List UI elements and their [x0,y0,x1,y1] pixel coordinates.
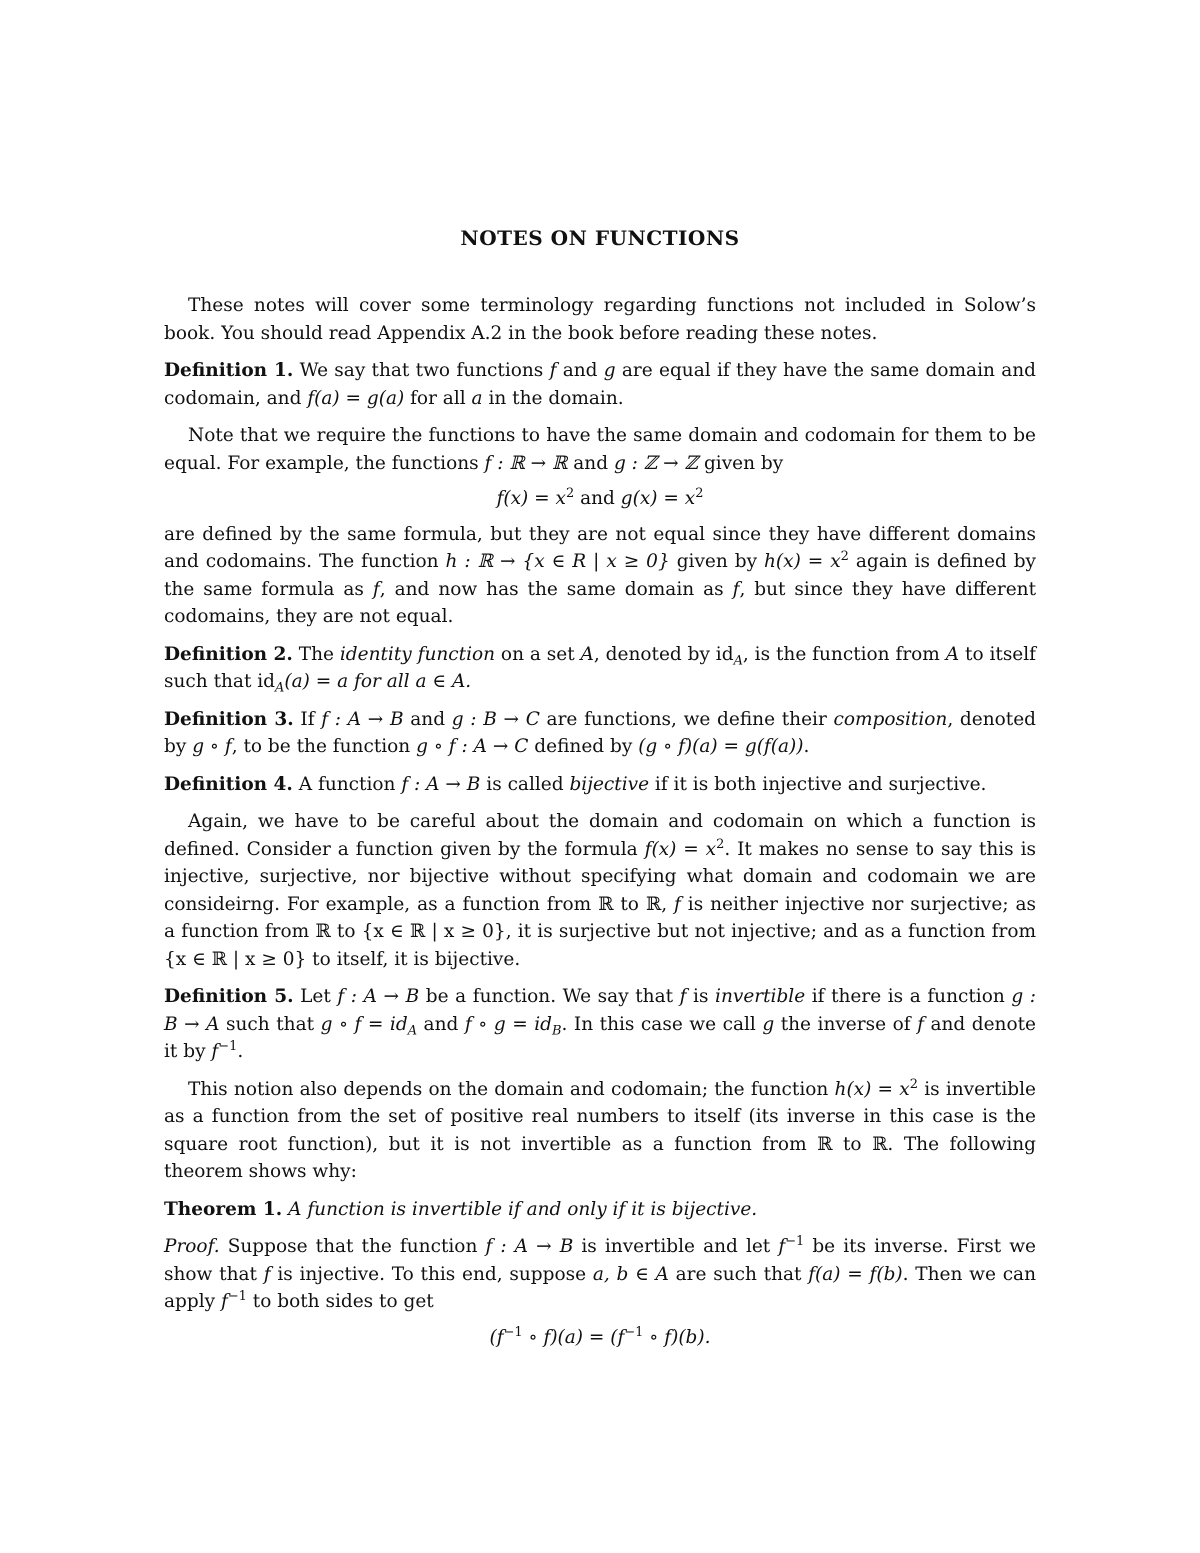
definition-3: Definition 3. If f : A → B and g : B → C are functions, we define their composition, denoted by g ∘ f, to be the function g ∘ f : A → C defined by (g ∘ f)(a) = g(f(a)). [164,708,1036,757]
display-equation-2: ($f^{-1}$ ∘ $f)(a) = (f^{-1}$ ∘ f)(b). [489,1324,711,1348]
proof-label: Proof. [164,1236,220,1257]
definition-label: Definition 2. [164,643,293,665]
bijective-discussion-paragraph: Again, we have to be careful about the domain and codomain on which a function is defined. Consider a function given by the formula $f(x) = x^2$. It makes no sense to say this is injective, surjective, nor bijective without specifying what domain and codomain we are consideirng. For example, as a function from ℝ to ℝ, f is neither injective nor surjective; as a function from ℝ to {x ∈ ℝ | x ≥ 0}, it is surjective but not injective; and as a function from {x ∈ ℝ | x ≥ 0} to itself, it is bijective. [164,811,1036,970]
definition-5: Definition 5. Let f : A → B be a function. We say that f is invertible if there is a function g : B → A such that g ∘ $f = id_A$ and f ∘ $g = id_B$. In this case we call g the inverse of f and denote it by $f^{-1}$. [164,986,1036,1062]
theorem-label: Theorem 1. [164,1198,283,1220]
definition-2: Definition 2. The identity function on a set A, denoted by $id_A$, is the function from A to itself such that $id_A(a) = a$ for all a ∈ A. [164,643,1037,696]
codomain-paragraph: are defined by the same formula, but they are not equal since they have different domains and codomains. The function h : ℝ → {x ∈ R | x ≥ 0} given by $h(x) = x^2$ again is defined by the same formula as f, and now has the same domain as f, but since they have different codomains, they are not equal. [164,523,1037,627]
definition-label: Definition 4. [164,773,293,795]
page-title: NOTES ON FUNCTIONS [460,226,740,250]
definition-1: Definition 1. We say that two functions f and g are equal if they have the same domain and codomain, and f(a) = g(a) for all a in the domain. [164,360,1036,409]
definition-label: Definition 5. [164,986,294,1007]
note-paragraph: Note that we require the functions to have the same domain and codomain for them to be equal. For example, the functions f : ℝ → ℝ and g : ℤ → ℤ given by [164,425,1036,474]
document-page [164,224,1036,1359]
proof-paragraph: Proof. Suppose that the function f : A → B is invertible and let $f^{-1}$ be its inverse. First we show that f is injective. To this end, suppose a, b ∈ A are such that f(a) = f(b). Then we can apply $f^{-1}$ to both sides to get [164,1233,1036,1312]
theorem-statement: A function is invertible if and only if it is bijective. [288,1198,758,1220]
intro-paragraph: These notes will cover some terminology regarding functions not included in Solow’s book. You should read Appendix A.2 in the book before reading these notes. [164,295,1036,344]
display-equation-1: $f(x) = x^2$ and $g(x) = x^2$ [496,485,704,509]
definition-label: Definition 3. [164,708,294,730]
invertibility-paragraph: This notion also depends on the domain and codomain; the function $h(x) = x^2$ is invertible as a function from the set of positive real numbers to itself (its inverse in this case is the square root function), but it is not invertible as a function from ℝ to ℝ. The following theorem shows why: [164,1076,1036,1182]
definition-label: Definition 1. [164,360,294,381]
definition-4: Definition 4. A function f : A → B is called bijective if it is both injective and surjective. [164,773,987,795]
theorem-1 [164,1196,1036,1224]
